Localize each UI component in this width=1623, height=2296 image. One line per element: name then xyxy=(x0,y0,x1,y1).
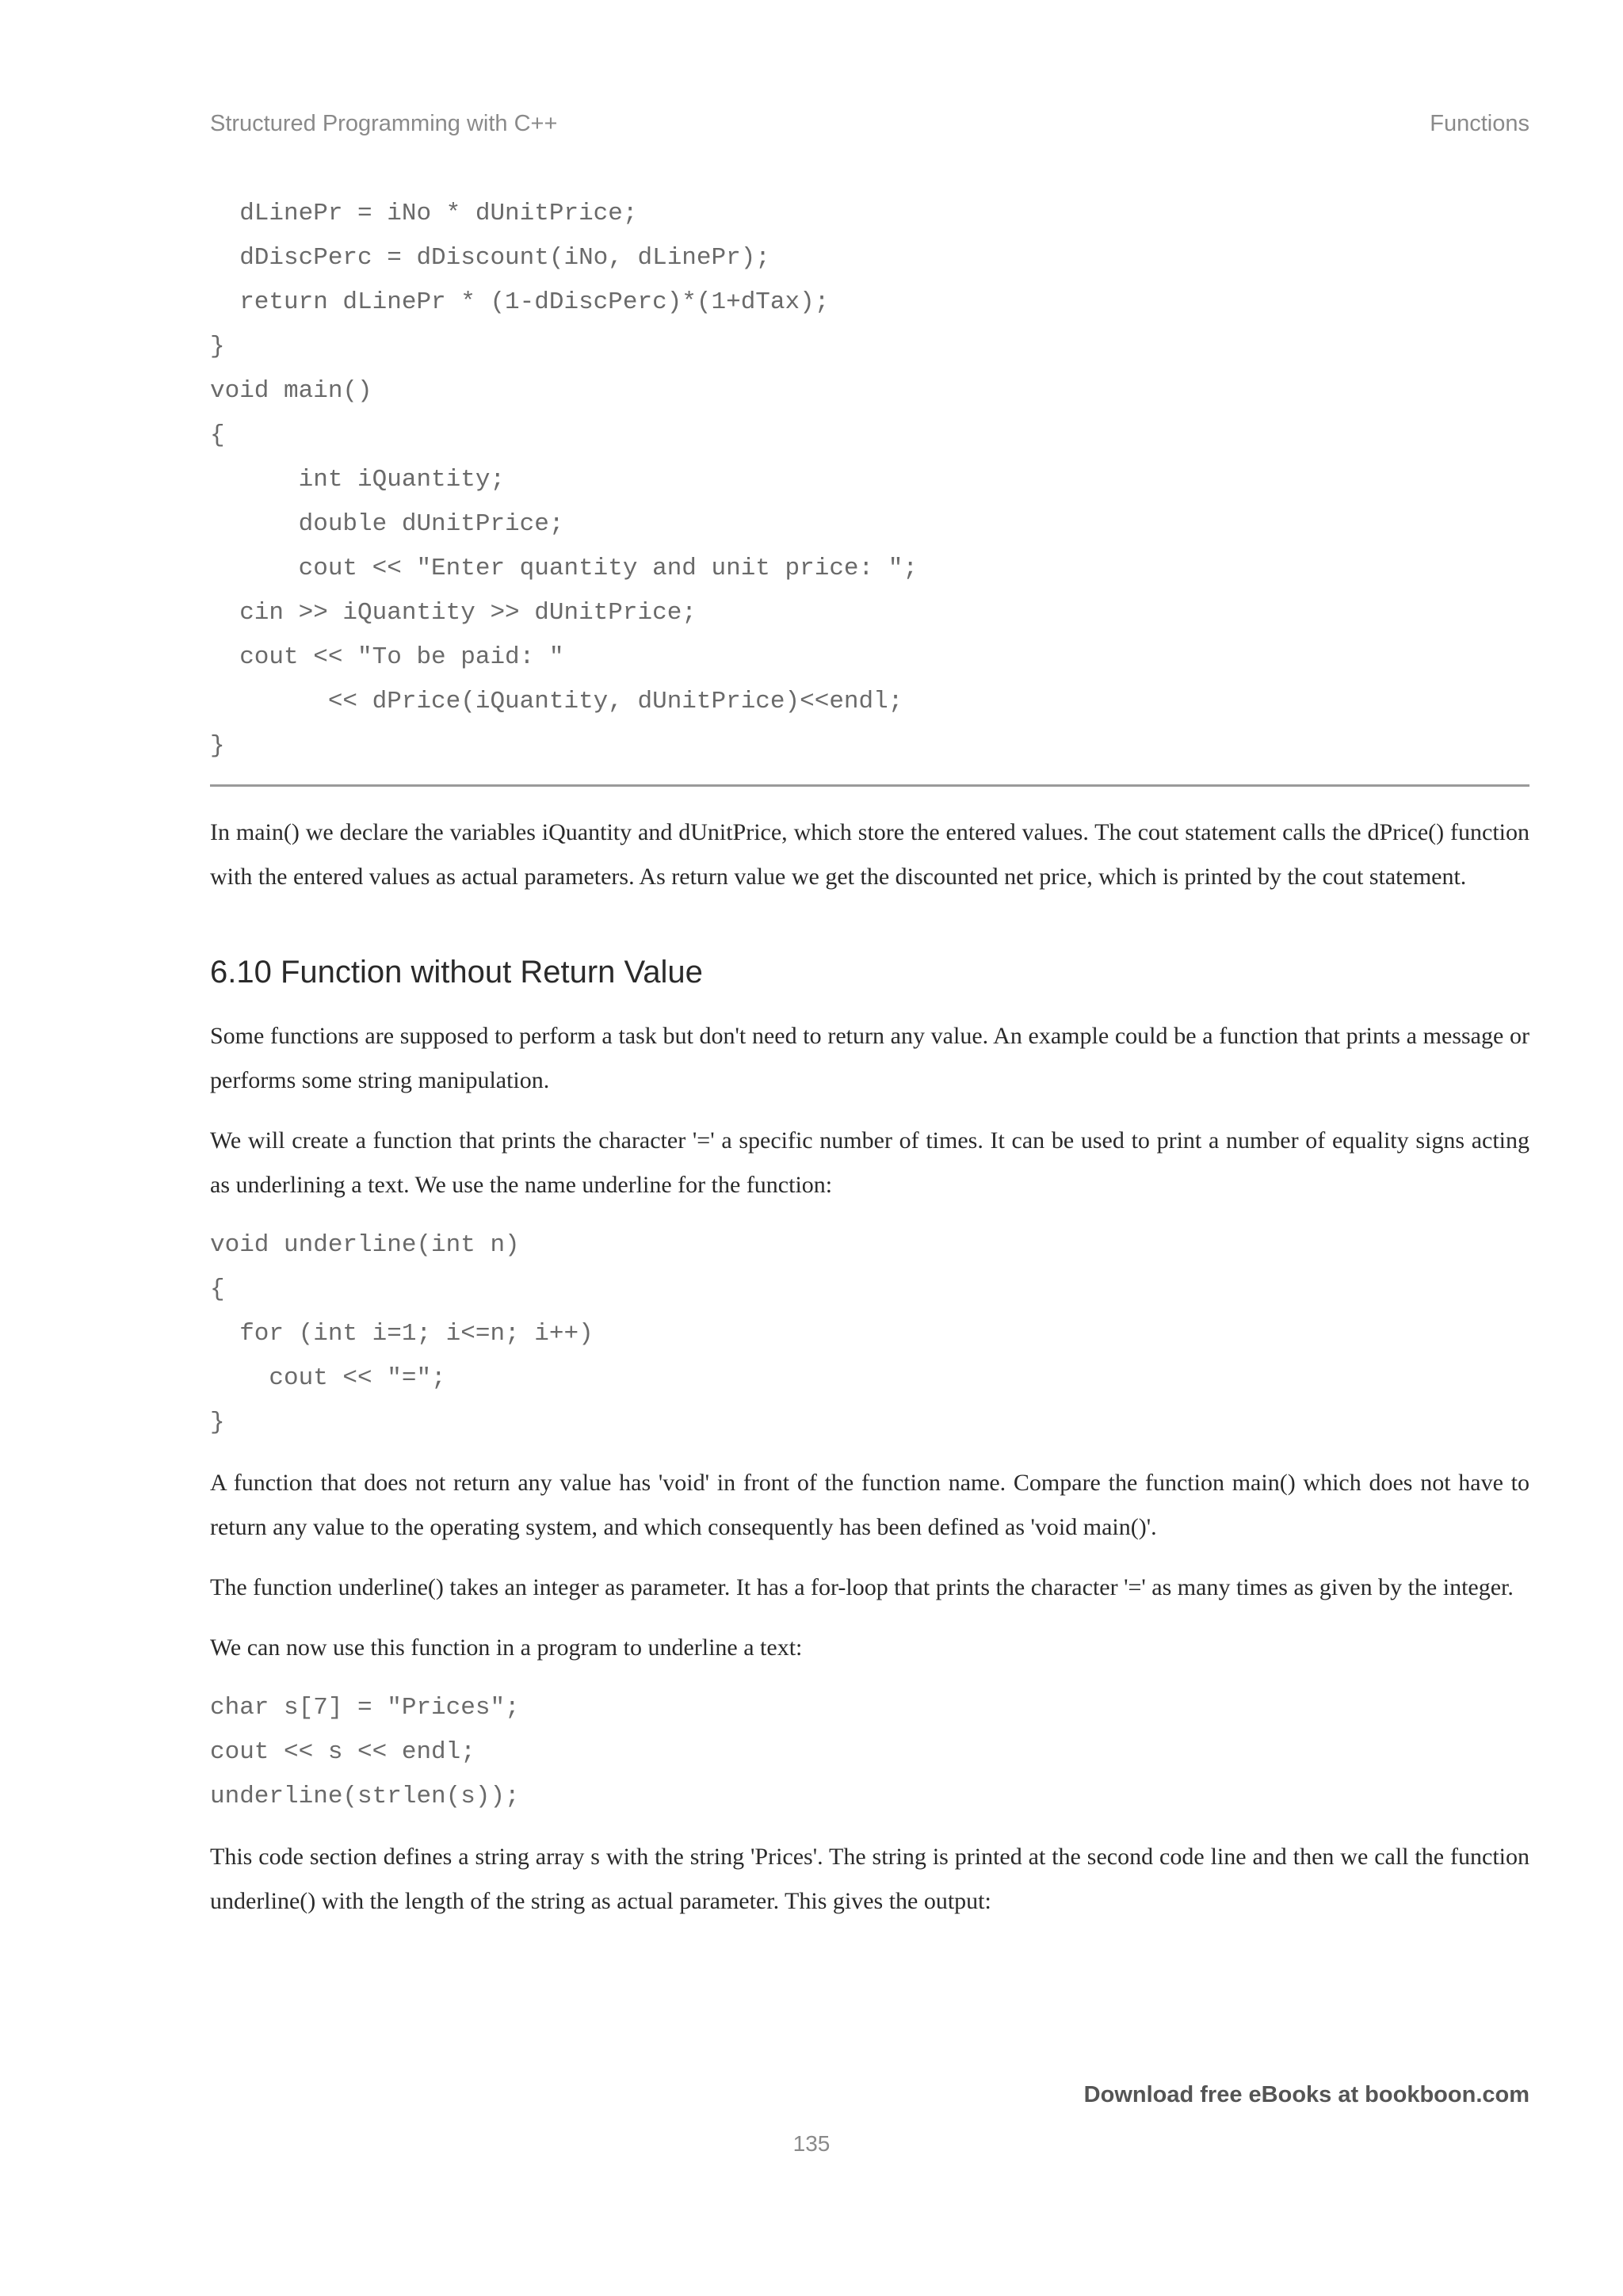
code-line: { xyxy=(210,421,225,449)
code-block-dprice-main xyxy=(210,192,1529,769)
document-page xyxy=(210,111,1529,1924)
paragraph-void-explanation: A function that does not return any value has 'void' in front of the function name. Compare the function main() which does not have to return any value to the operating system, and which consequently has been defined as 'void main()'. xyxy=(210,1470,1529,1540)
code-line: dLinePr = iNo * dUnitPrice; xyxy=(210,200,638,227)
paragraph-usage-intro: We can now use this function in a program to underline a text: xyxy=(210,1634,803,1661)
code-line: << dPrice(iQuantity, dUnitPrice)<<endl; xyxy=(210,688,903,715)
code-block-underline xyxy=(210,1223,1529,1445)
paragraph-parameter-explanation: The function underline() takes an integer as parameter. It has a for-loop that prints the character '=' as many times as given by the integer. xyxy=(210,1574,1514,1600)
running-header xyxy=(210,111,1529,146)
code-block-usage xyxy=(210,1686,1529,1819)
chapter-title: Functions xyxy=(1430,111,1529,136)
code-line: } xyxy=(210,1409,225,1436)
code-line: cout << s << endl; xyxy=(210,1738,475,1766)
code-line: cin >> iQuantity >> dUnitPrice; xyxy=(210,599,697,627)
paragraph-main-explanation: In main() we declare the variables iQuantity and dUnitPrice, which store the entered values. The cout statement calls the dPrice() function with the entered values as actual parameters. As return value we get the discounted net price, which is printed by the cout statement. xyxy=(210,819,1529,890)
code-line: cout << "To be paid: " xyxy=(210,643,564,671)
code-line: cout << "Enter quantity and unit price: "; xyxy=(210,555,918,582)
code-line: } xyxy=(210,732,225,760)
section-heading: 6.10 Function without Return Value xyxy=(210,955,703,990)
code-line: dDiscPerc = dDiscount(iNo, dLinePr); xyxy=(210,244,770,272)
code-line: for (int i=1; i<=n; i++) xyxy=(210,1320,594,1348)
code-line: void main() xyxy=(210,377,372,405)
code-line: int iQuantity; xyxy=(210,466,506,494)
code-line: return dLinePr * (1-dDiscPerc)*(1+dTax); xyxy=(210,288,830,316)
paragraph-underline-intro: We will create a function that prints the character '=' a specific number of times. It can be used to print a number of equality signs acting as underlining a text. We use the name underline for the function: xyxy=(210,1127,1529,1198)
book-title: Structured Programming with C++ xyxy=(210,111,558,136)
code-line: } xyxy=(210,333,225,360)
code-line: { xyxy=(210,1276,225,1303)
code-line: cout << "="; xyxy=(210,1364,446,1392)
paragraph-output-intro: This code section defines a string array s with the string 'Prices'. The string is printed at the second code line and then we call the function underline() with the length of the string as actual parameter. This gives the output: xyxy=(210,1844,1529,1914)
code-divider-rule xyxy=(210,784,1529,787)
code-line: underline(strlen(s)); xyxy=(210,1783,520,1810)
code-line: double dUnitPrice; xyxy=(210,510,564,538)
download-ebooks-link[interactable]: Download free eBooks at bookboon.com xyxy=(1083,2082,1529,2107)
code-line: char s[7] = "Prices"; xyxy=(210,1694,520,1722)
paragraph-intro: Some functions are supposed to perform a task but don't need to return any value. An example could be a function that prints a message or performs some string manipulation. xyxy=(210,1023,1529,1093)
code-line: void underline(int n) xyxy=(210,1231,520,1259)
page-number: 135 xyxy=(792,2131,831,2156)
